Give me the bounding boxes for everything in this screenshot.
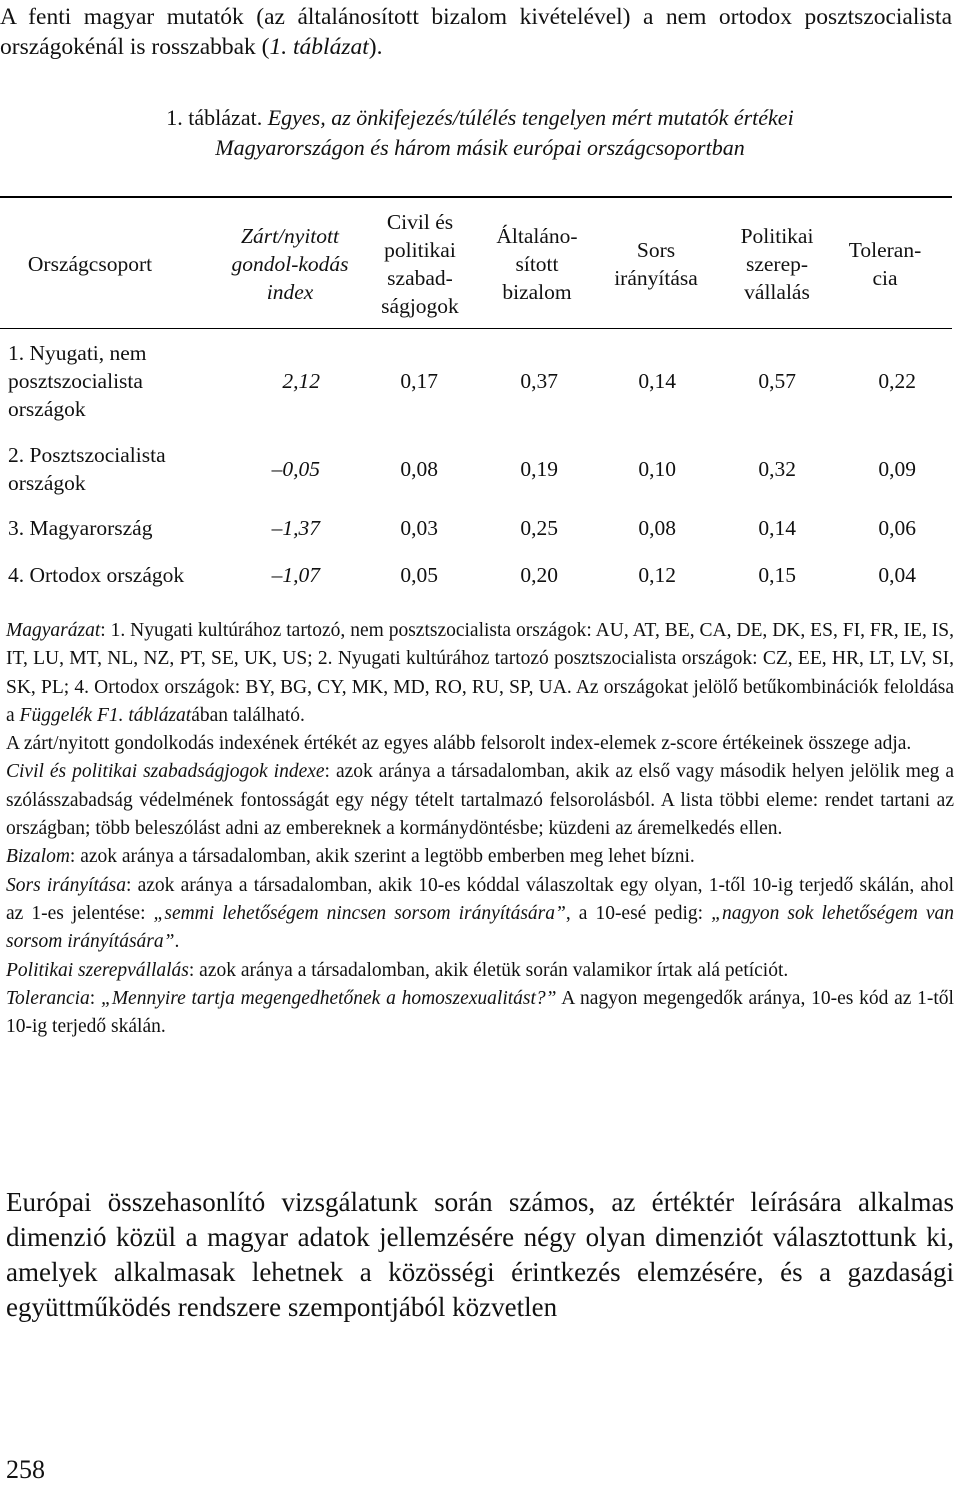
row-4-trust: 0,20 bbox=[520, 563, 558, 587]
note-index: A zárt/nyitott gondolkodás indexének értékét az egyes alább felsorolt index-elemek z-score értékeinek összege adja. bbox=[6, 733, 912, 755]
note-political-label: Politikai szerepvállalás bbox=[6, 959, 189, 981]
data-table bbox=[0, 196, 952, 596]
row-1-civil: 0,17 bbox=[400, 369, 438, 393]
row-4-civil: 0,05 bbox=[400, 563, 438, 587]
row-1-political: 0,57 bbox=[758, 369, 796, 393]
intro-table-ref: 1. táblázat bbox=[269, 34, 369, 60]
note-political-text: : azok aránya a társadalomban, akik életük során valamikor írtak alá petíciót. bbox=[188, 959, 789, 981]
note-expl-label: Magyarázat bbox=[6, 620, 101, 641]
row-3-fate: 0,08 bbox=[638, 516, 676, 540]
row-3-index: –1,37 bbox=[271, 516, 320, 540]
row-1-index: 2,12 bbox=[282, 369, 320, 393]
caption-label: 1. táblázat. bbox=[166, 105, 263, 130]
header-tolerance: Toleran-cia bbox=[848, 238, 922, 290]
note-trust-label: Bizalom bbox=[6, 846, 70, 868]
row-1-trust: 0,37 bbox=[520, 369, 558, 393]
note-tolerance-text: A nagyon megengedők aránya, 10-es kód az 1-től 10-ig terjedő skálán. bbox=[6, 987, 954, 1038]
note-tolerance-sep: : bbox=[89, 987, 101, 1009]
note-tolerance-label: Tolerancia bbox=[6, 987, 90, 1009]
row-2-fate: 0,10 bbox=[638, 457, 676, 481]
row-3-tolerance: 0,06 bbox=[878, 516, 916, 540]
page-number: 258 bbox=[6, 1455, 45, 1484]
row-3-trust: 0,25 bbox=[520, 516, 558, 540]
note-tolerance bbox=[6, 985, 954, 1042]
caption-line-1: Egyes, az önkifejezés/túlélés tengelyen mért mutatók értékei bbox=[267, 105, 794, 130]
row-2-index: –0,05 bbox=[271, 457, 320, 481]
note-fate-text-1: : azok aránya a társadalomban, akik 10-es kóddal válaszoltak egy olyan, 1-től 10-ig terjedő skálán, ahol az 1-es jelentése: bbox=[6, 874, 954, 924]
row-3-civil: 0,03 bbox=[400, 516, 438, 540]
header-group: Országcsoport bbox=[27, 252, 153, 276]
intro-text-end: ). bbox=[368, 34, 383, 60]
note-civil-label: Civil és politikai szabadságjogok indexe bbox=[6, 761, 325, 783]
intro-text: A fenti magyar mutatók (az általánosított bizalom kivételével) a nem ortodox posztszocialista országokénál is rosszabbak ( bbox=[0, 4, 952, 60]
note-trust bbox=[6, 843, 954, 871]
row-2-civil: 0,08 bbox=[400, 457, 438, 481]
note-fate-quote-1: „semmi lehetőségem nincsen sorsom irányítására” bbox=[153, 902, 566, 924]
row-2-political: 0,32 bbox=[758, 457, 796, 481]
note-expl-ref: Függelék F1. táblázat bbox=[19, 704, 192, 726]
row-4-fate: 0,12 bbox=[638, 563, 676, 587]
note-civil-text: : azok aránya a társadalomban, akik az első vagy második helyen jelölik meg a szólásszabadság védelmének fontosságát egy négy tételt tartalmazó felsorolásból. A lista többi eleme: rendet tartani az országban; több beleszólást adni az embereknek a kormánydöntésbe; küzdeni az áremelkedés ellen. bbox=[6, 761, 955, 840]
row-4-tolerance: 0,04 bbox=[878, 563, 916, 587]
caption-line-2: Magyarországon és három másik európai országcsoportban bbox=[215, 135, 745, 160]
note-fate-end: . bbox=[174, 931, 180, 953]
table-caption bbox=[0, 103, 960, 163]
row-3-political: 0,14 bbox=[758, 516, 796, 540]
header-civil: Civil és politikai szabad-ságjogok bbox=[381, 210, 459, 318]
row-1-tolerance: 0,22 bbox=[878, 369, 916, 393]
note-fate bbox=[6, 872, 954, 957]
row-2-trust: 0,19 bbox=[520, 457, 558, 481]
row-1-fate: 0,14 bbox=[638, 369, 676, 393]
row-label-2: 2. Posztszocialista országok bbox=[8, 443, 166, 495]
intro-paragraph bbox=[0, 2, 952, 62]
header-political: Politikai szerep-vállalás bbox=[740, 224, 814, 304]
note-fate-label: Sors irányítása bbox=[6, 874, 126, 896]
note-trust-text: : azok aránya a társadalomban, akik szerint a legtöbb emberben meg lehet bízni. bbox=[69, 846, 695, 868]
note-political bbox=[6, 957, 954, 985]
header-fate: Sors irányítása bbox=[614, 238, 698, 290]
note-fate-quote-2: „nagyon sok lehetőségem van sorsom irányítására” bbox=[6, 902, 954, 953]
table-notes bbox=[6, 617, 954, 1041]
note-explanation bbox=[6, 617, 954, 730]
note-tolerance-quote: „Mennyire tartja megengedhetőnek a homoszexualitást?” bbox=[100, 987, 557, 1009]
row-4-political: 0,15 bbox=[758, 563, 796, 587]
row-4-index: –1,07 bbox=[271, 563, 320, 587]
table-header-rule bbox=[0, 328, 952, 329]
table-top-rule bbox=[0, 196, 952, 198]
header-trust: Általáno-sított bizalom bbox=[496, 224, 578, 304]
note-fate-text-2: , a 10-esé pedig: bbox=[565, 902, 712, 924]
row-label-1: 1. Nyugati, nem posztszocialista országok bbox=[8, 341, 147, 421]
row-label-3: 3. Magyarország bbox=[8, 516, 153, 540]
row-label-4: 4. Ortodox országok bbox=[8, 563, 185, 587]
header-index: Zárt/nyitott gondol-kodás index bbox=[231, 224, 349, 304]
body-paragraph: Európai összehasonlító vizsgálatunk során számos, az értéktér leírására alkalmas dimenzió közül a magyar adatok jellemzésére négy olyan dimenziót választottunk ki, amelyek alkalmasak lehetnek a közösségi érintkezés elemzésére, és a gazdasági együttműködés rendszere szempontjából közvetlen bbox=[6, 1187, 954, 1322]
note-expl-end: ában található. bbox=[191, 704, 305, 726]
note-expl-text: : 1. Nyugati kultúrához tartozó, nem posztszocialista országok: AU, AT, BE, CA, DE, DK, ES, FI, FR, IE, IS, IT, LU, MT, NL, NZ, PT, SE, UK, US; 2. Nyugati kultúrához tartozó posztszocialista országok: CZ, EE, HR, LT, LV, SI, SK, PL; 4. Ortodox országok: BY, BG, CY, MK, MD, RO, RU, SP, UA. Az országokat jelölő betűkombinációk feloldása a bbox=[6, 620, 954, 726]
row-2-tolerance: 0,09 bbox=[878, 457, 916, 481]
note-civil bbox=[6, 758, 954, 843]
